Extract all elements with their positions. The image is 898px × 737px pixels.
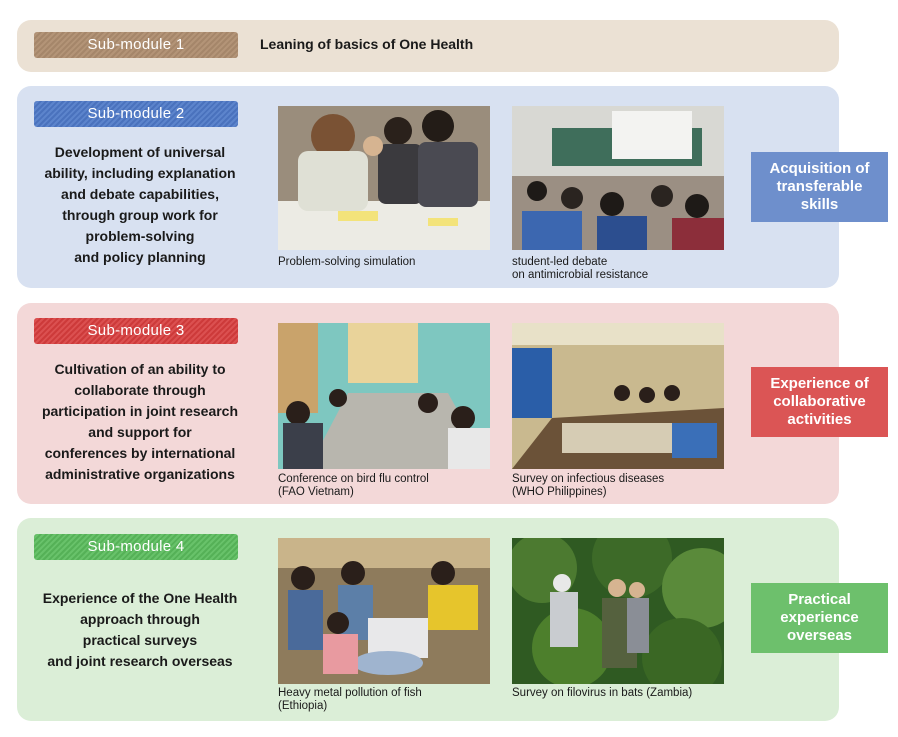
desc-line: administrative organizations [45, 466, 235, 482]
photo-caption [512, 687, 692, 700]
desc-line: participation in joint research [41, 403, 239, 419]
caption-line: Problem-solving simulation [278, 256, 416, 268]
caption-line: Survey on infectious diseases [512, 473, 665, 485]
desc-line: collaborate through [74, 382, 206, 398]
photo-fish-pollution [278, 538, 490, 684]
sub-module-4-description [31, 588, 249, 672]
desc-line: practical surveys [82, 632, 198, 648]
outcome-line: Experience of [770, 375, 869, 392]
desc-line: through group work for [62, 207, 218, 223]
caption-line: Survey on filovirus in bats (Zambia) [512, 687, 693, 699]
photo-student-debate [512, 106, 724, 250]
desc-line: problem-solving [85, 228, 195, 244]
caption-line: Heavy metal pollution of fish [278, 687, 422, 699]
caption-line: (Ethiopia) [278, 700, 328, 712]
desc-line: and support for [88, 424, 192, 440]
outcome-line: Practical [788, 591, 851, 608]
outcome-line: overseas [786, 627, 853, 644]
desc-line: approach through [80, 611, 200, 627]
desc-line: Cultivation of an ability to [54, 361, 226, 377]
photo-caption [278, 256, 415, 269]
photo-caption [278, 473, 429, 499]
sub-module-3-badge: Sub-module 3 [34, 318, 238, 344]
photo-filovirus-bats [512, 538, 724, 684]
desc-line: and debate capabilities, [61, 186, 219, 202]
desc-line: and policy planning [74, 249, 206, 265]
caption-line: (WHO Philippines) [512, 486, 607, 498]
sub-module-4-panel [17, 518, 859, 721]
caption-line: Conference on bird flu control [278, 473, 429, 485]
photo-who-survey [512, 323, 724, 469]
outcome-line: skills [800, 196, 839, 213]
photo-problem-solving [278, 106, 490, 250]
outcome-transferable-skills [751, 152, 888, 222]
sub-module-1-badge: Sub-module 1 [34, 32, 238, 58]
desc-line: and joint research overseas [47, 653, 233, 669]
sub-module-4-badge: Sub-module 4 [34, 534, 238, 560]
caption-line: (FAO Vietnam) [278, 486, 354, 498]
desc-line: Experience of the One Health [42, 590, 238, 606]
sub-module-2-badge: Sub-module 2 [34, 101, 238, 127]
photo-bird-flu-conference [278, 323, 490, 469]
sub-module-3-description [31, 359, 249, 485]
desc-line: ability, including explanation [44, 165, 236, 181]
outcome-practical-experience [751, 583, 888, 653]
caption-line: on antimicrobial resistance [512, 269, 649, 281]
photo-caption [512, 256, 648, 282]
sub-module-1-description: Leaning of basics of One Health [260, 36, 474, 52]
desc-line: conferences by international [44, 445, 236, 461]
photo-caption [512, 473, 664, 499]
outcome-line: activities [787, 411, 852, 428]
sub-module-2-description [31, 142, 249, 268]
outcome-line: collaborative [773, 393, 866, 410]
sub-module-1-panel [17, 20, 839, 72]
outcome-line: experience [780, 609, 859, 626]
outcome-line: transferable [776, 178, 863, 195]
sub-module-2-panel [17, 86, 870, 288]
photo-caption [278, 687, 422, 713]
desc-line: Development of universal [54, 144, 226, 160]
outcome-collaborative-activities [751, 367, 888, 437]
outcome-line: Acquisition of [769, 160, 870, 177]
caption-line: student-led debate [512, 256, 608, 268]
sub-module-3-panel [17, 303, 869, 504]
